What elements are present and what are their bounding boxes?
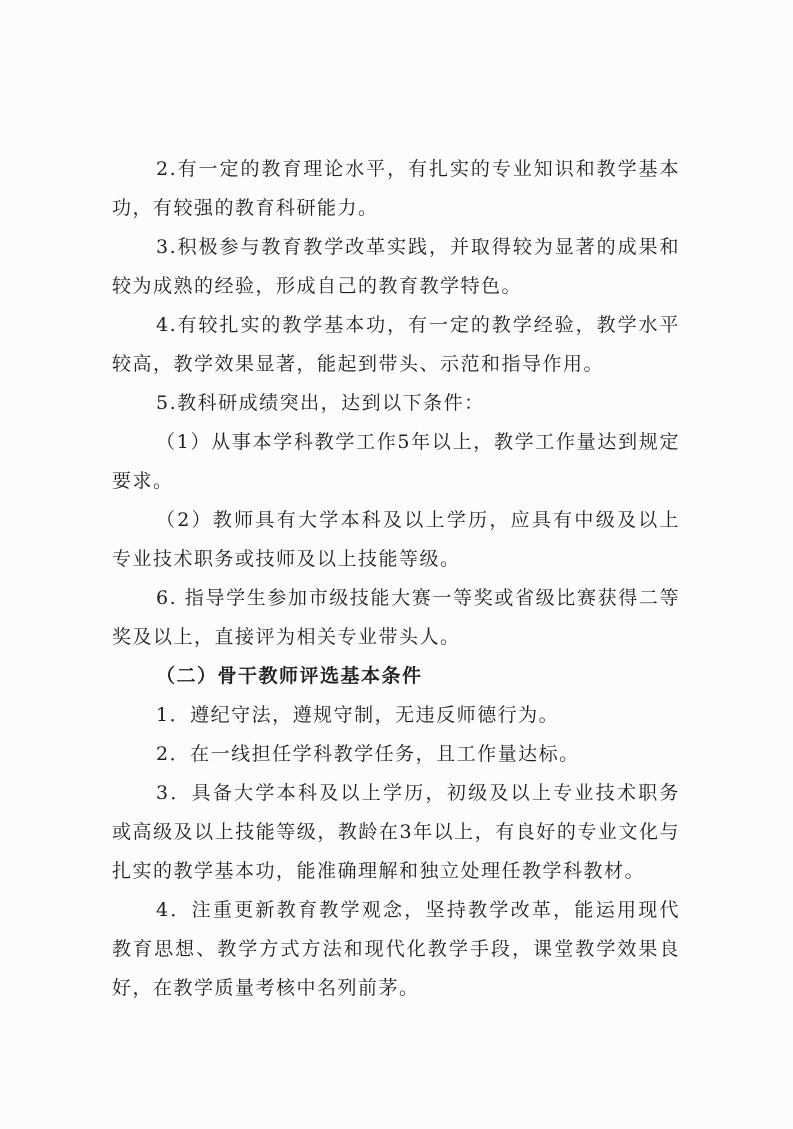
section-item-1: 1．遵纪守法，遵规守制，无违反师德行为。	[156, 704, 560, 726]
paragraph-item-5: 5.教科研成绩突出，达到以下条件：	[156, 392, 485, 414]
paragraph-subitem-1: （1）从事本学科教学工作5年以上，教学工作量达到规定要求。	[112, 431, 680, 492]
section-item-3: 3．具备大学本科及以上学历，初级及以上专业技术职务或高级及以上技能等级，教龄在3年以上，有良好的专业文化与扎实的教学基本功，能准确理解和独立处理任教学科教材。	[112, 782, 680, 882]
section-item-4: 4．注重更新教育教学观念，坚持教学改革，能运用现代教育思想、教学方式方法和现代化教学手段，课堂教学效果良好，在教学质量考核中名列前茅。	[112, 899, 680, 999]
paragraph-item-6: 6. 指导学生参加市级技能大赛一等奖或省级比赛获得二等奖及以上，直接评为相关专业带头人。	[112, 587, 680, 648]
document-body	[112, 150, 680, 1008]
paragraph-item-2: 2.有一定的教育理论水平，有扎实的专业知识和教学基本功，有较强的教育科研能力。	[112, 158, 680, 219]
paragraph-subitem-2: （2）教师具有大学本科及以上学历，应具有中级及以上专业技术职务或技师及以上技能等级。	[112, 509, 680, 570]
paragraph-item-3: 3.积极参与教育教学改革实践，并取得较为显著的成果和较为成熟的经验，形成自己的教育教学特色。	[112, 236, 680, 297]
paragraph-item-4: 4.有较扎实的教学基本功，有一定的教学经验，教学水平较高，教学效果显著，能起到带头、示范和指导作用。	[112, 314, 680, 375]
section-heading: （二）骨干教师评选基本条件	[156, 665, 423, 687]
section-item-2: 2．在一线担任学科教学任务，且工作量达标。	[156, 743, 580, 765]
